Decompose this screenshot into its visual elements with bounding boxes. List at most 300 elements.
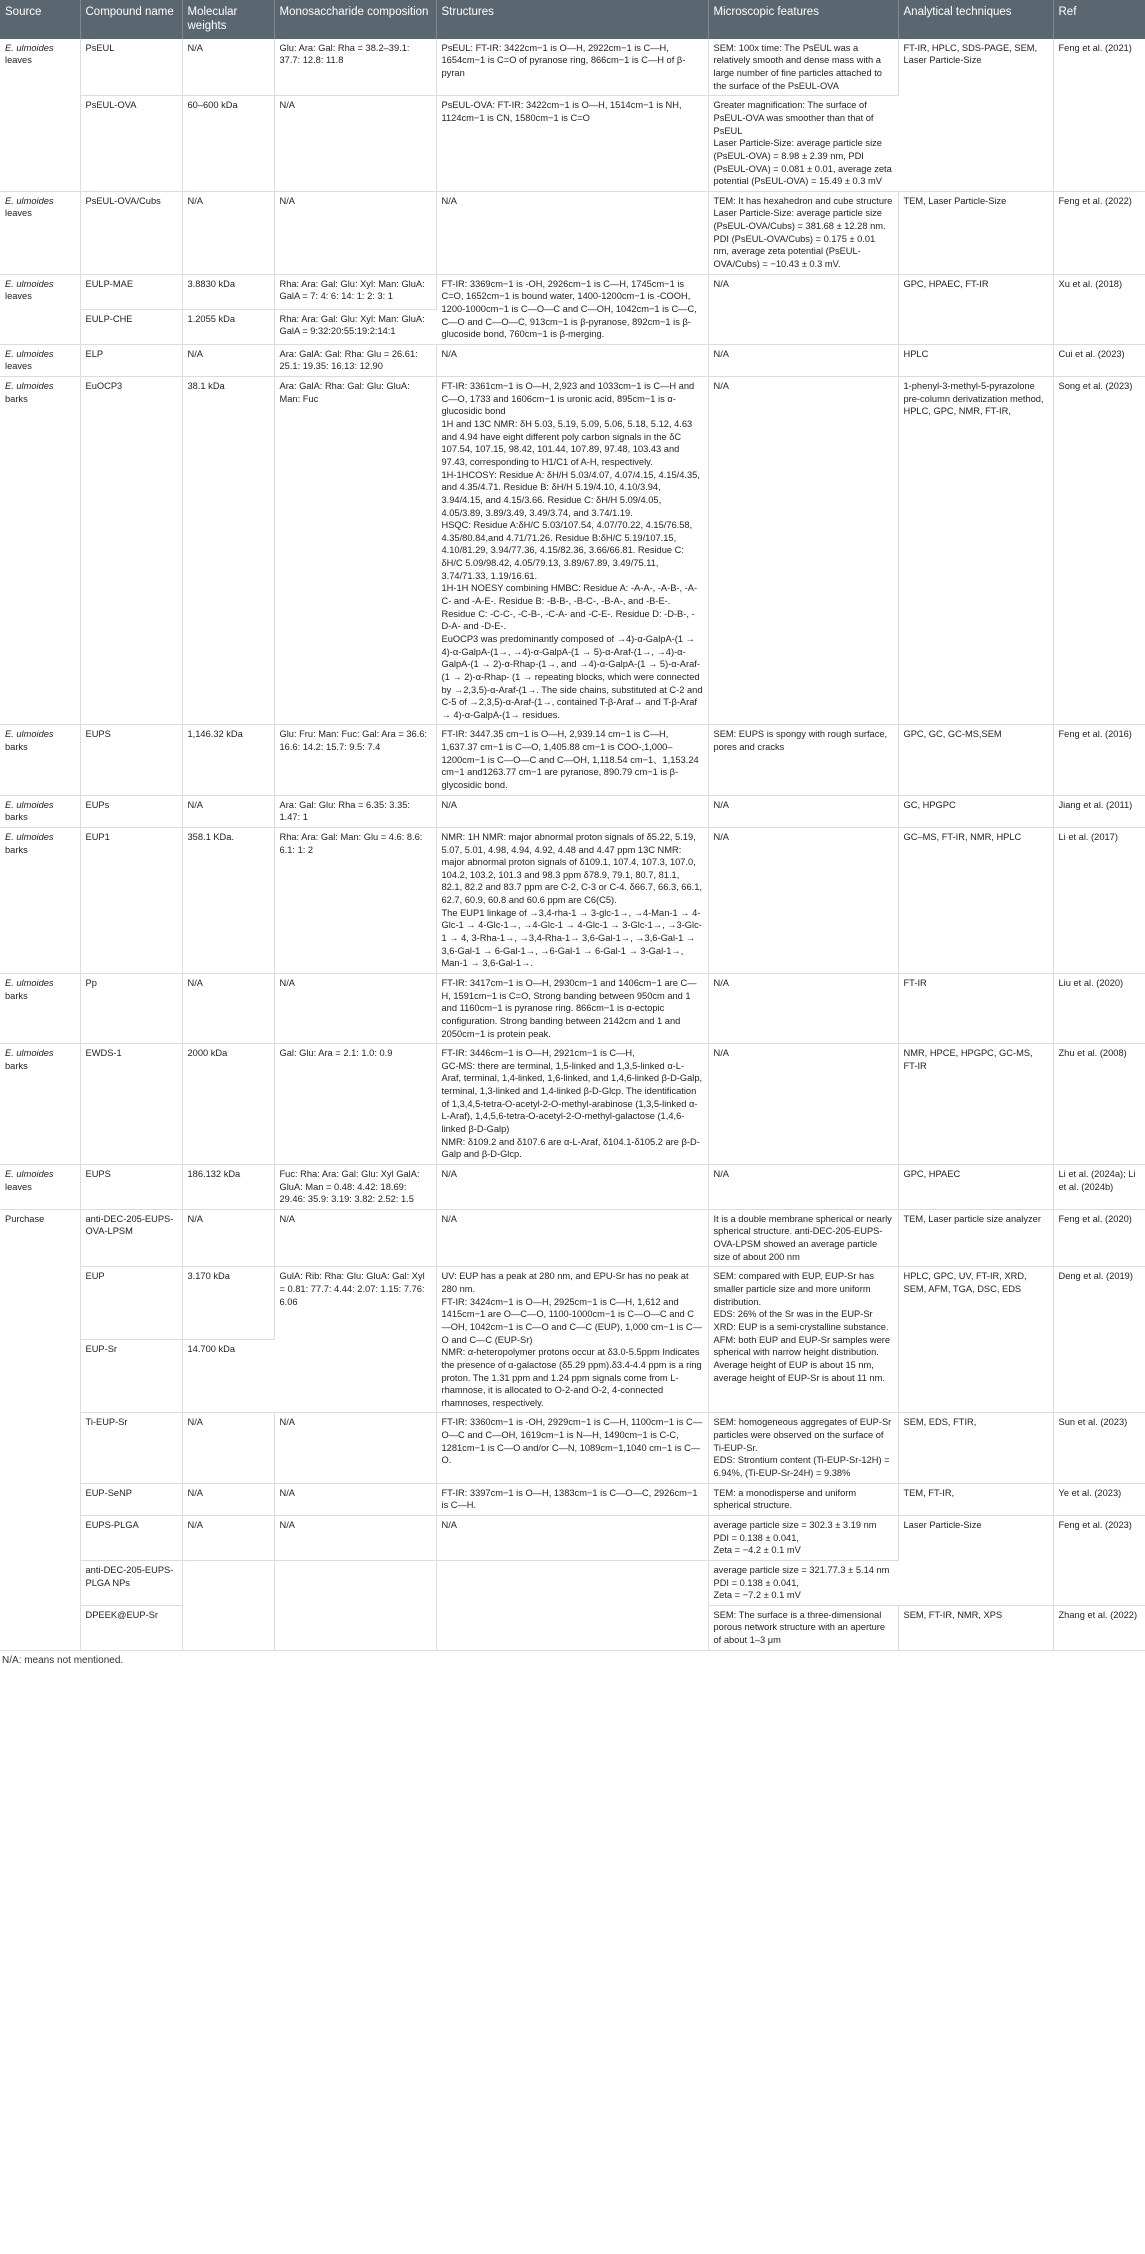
cell-name [80, 1605, 182, 1650]
cell-ref [1053, 1483, 1145, 1515]
cell-text: N/A [187, 799, 203, 810]
table-row [0, 1209, 1145, 1267]
column-header: Compound name [80, 0, 182, 39]
source-part: barks [5, 844, 28, 855]
cell-text: GPC, GC, GC-MS,SEM [903, 729, 1002, 740]
cell-name [80, 827, 182, 973]
cell-text: SEM: The surface is a three-dimensional porous network structure with an aperture of about 1–3 μm [713, 1609, 886, 1646]
source-genus: E. ulmoides [5, 195, 54, 206]
cell-mono [274, 96, 436, 191]
cell-text: average particle size = 302.3 ± 3.19 nm PDI = 0.138 ± 0.041, Zeta = −4.2 ± 0.1 mV [713, 1519, 877, 1556]
cell-micro [708, 1164, 898, 1209]
cell-name [80, 795, 182, 827]
cell-text: FT-IR: 3397cm−1 is O—H, 1383cm−1 is C—O—C, 2926cm−1 is C—H. [441, 1487, 698, 1511]
cell-text: SEM, FT-IR, NMR, XPS [903, 1609, 1003, 1620]
cell-struct [436, 39, 708, 96]
cell-tech [898, 191, 1053, 274]
cell-struct [436, 1209, 708, 1267]
cell-micro [708, 1605, 898, 1650]
source-genus: E. ulmoides [5, 831, 54, 842]
table-row [0, 973, 1145, 1043]
cell-struct [436, 725, 708, 795]
cell-mw [182, 377, 274, 725]
cell-text: N/A [187, 977, 203, 988]
cell-mono [274, 1483, 436, 1515]
cell-text: EUPS-PLGA [85, 1519, 139, 1530]
source-part: leaves [5, 291, 32, 302]
cell-micro [708, 795, 898, 827]
cell-micro [708, 1044, 898, 1165]
cell-text: 1,146.32 kDa [187, 729, 243, 740]
cell-source [0, 344, 80, 376]
table-row [0, 1483, 1145, 1515]
cell-text: EUP-Sr [85, 1344, 118, 1355]
cell-text: HPLC [903, 348, 929, 359]
cell-tech [898, 1164, 1053, 1209]
cell-text: N/A [279, 1487, 295, 1498]
cell-ref [1053, 1605, 1145, 1650]
cell-text: FT-IR: 3417cm−1 is O—H, 2930cm−1 and 1406cm−1 are C—H, 1591cm−1 is C=O, Strong banding between 950cm and 1 and 1160cm−1 is pyranose ring. 866cm−1 is α-ectopic configuration. Strong banding between 2142cm and 1 and 2050cm−1 is protein peak. [441, 977, 697, 1039]
cell-text: NMR, HPCE, HPGPC, GC-MS, FT-IR [903, 1048, 1033, 1071]
cell-tech [898, 1209, 1053, 1267]
source-genus: E. ulmoides [5, 348, 54, 359]
cell-name [80, 725, 182, 795]
cell-text: PsEUL-OVA/Cubs [85, 195, 161, 206]
cell-text: Xu et al. (2018) [1058, 278, 1123, 289]
cell-mw [182, 96, 274, 191]
cell-text: TEM, FT-IR, [903, 1487, 955, 1498]
cell-text: PsEUL [85, 42, 115, 53]
cell-text: NMR: 1H NMR: major abnormal proton signals of δ5.22, 5.19, 5.07, 5.01, 4.98, 4.94, 4.92, 4.48 and 4.47 ppm 13C NMR: major abnormal proton signals of δ109.1, 107.4, 107.3, 107.0, 104.2, 103.2, 101.3 and 98.3 ppm δ78.9, 79.1, 80.7, 81.1, 82.1, 82.2 and 83.7 ppm are C-2, C-3 or C-4. δ66.7, 66.3, 66.1, 62.7, 60.9, 60.8 and 60.6 ppm are C6(C5). The EUP1 linkage of →3,4-rha-1 → 3-glc-1→, →4-Man-1 → 4-Glc-1 → 4-Glc-1→, →4-Glc-1 → 4-Glc-1 → 3-Glc-1→, →3-Glc-1 → 4, 3-Rha-1→, →3,4-Rha-1→ 3,6-Gal-1→, →3,6-Gal-1 → 3,6-Gal-1 → 6-Gal-1→, →6-Gal-1 → 6-Gal-1 → 3-Gal-1→, Man-1 → 3,6-Gal-1→. [441, 831, 702, 969]
cell-text: N/A [187, 348, 203, 359]
table-row [0, 377, 1145, 725]
cell-text: FT-IR: 3360cm−1 is -OH, 2929cm−1 is C—H, 1100cm−1 is C—O—C and C—OH, 1619cm−1 is N—H, 1490cm−1 is C-C, 1281cm−1 is C—O and/or C—N, 1089cm−1,1040 cm−1 is C—O. [441, 1417, 702, 1466]
cell-text: Fuc: Rha: Ara: Gal: Glu: Xyl GalA: GluA: Man = 0.48: 4.42: 18.69: 29.46: 35.9: 3.19: 3.82: 2.52: 1.5 [279, 1168, 420, 1205]
table-row [0, 39, 1145, 96]
cell-text: N/A [713, 831, 729, 842]
cell-text: GPC, HPAEC [903, 1168, 961, 1179]
cell-mono [274, 1560, 436, 1650]
cell-text: Glu: Ara: Gal: Rha = 38.2–39.1: 37.7: 12.8: 11.8 [279, 42, 410, 66]
cell-text: SEM: 100x time: The PsEUL was a relatively smooth and dense mass with a large number of fine particles attached to the surface of the PsEUL-OVA [713, 42, 882, 91]
cell-text: SEM: compared with EUP, EUP-Sr has smaller particle size and more uniform distribution. EDS: 26% of the Sr was in the EUP-Sr XRD: EUP is a semi-crystalline substance. AFM: both EUP and EUP-Sr samples were spherical with narrow height distribution. Average height of EUP is about 15 nm, average height of EUP-Sr is about 11 nm. [713, 1271, 891, 1383]
cell-text: 3.170 kDa [187, 1271, 230, 1282]
cell-text: Greater magnification: The surface of PsEUL-OVA was smoother than that of PsEUL Laser Particle-Size: average particle size (PsEUL-OVA) = 8.98 ± 2.39 nm, PDI (PsEUL-OVA) = 0.081 ± 0.01, average zeta potential (PsEUL-OVA) = 15.49 ± 0.3 mV [713, 100, 892, 187]
cell-mw [182, 309, 274, 344]
cell-text: Feng et al. (2020) [1058, 1213, 1132, 1224]
cell-text: Ye et al. (2023) [1058, 1487, 1122, 1498]
cell-micro [708, 39, 898, 96]
cell-text: 60–600 kDa [187, 100, 238, 111]
cell-mono [274, 309, 436, 344]
cell-name [80, 39, 182, 96]
cell-struct [436, 1560, 708, 1650]
cell-text: GulA: Rib: Rha: Glu: GluA: Gal: Xyl = 0.81: 77.7: 4.44: 2.07: 1.15: 7.76: 6.06 [279, 1271, 425, 1307]
source-part: Purchase [5, 1213, 45, 1224]
cell-text: EUP-SeNP [85, 1487, 132, 1498]
cell-ref [1053, 1164, 1145, 1209]
cell-micro [708, 377, 898, 725]
cell-source [0, 274, 80, 344]
cell-struct [436, 1515, 708, 1560]
source-genus: E. ulmoides [5, 42, 54, 53]
cell-micro [708, 1515, 898, 1560]
cell-text: N/A [713, 799, 729, 810]
cell-text: EUPs [85, 799, 110, 810]
cell-name [80, 973, 182, 1043]
source-part: leaves [5, 55, 32, 66]
cell-source [0, 827, 80, 973]
cell-ref [1053, 1267, 1145, 1413]
cell-micro [708, 725, 898, 795]
cell-mw [182, 191, 274, 274]
cell-text: Li et al. (2024a); Li et al. (2024b) [1058, 1168, 1136, 1192]
cell-tech [898, 973, 1053, 1043]
cell-tech [898, 795, 1053, 827]
cell-source [0, 191, 80, 274]
cell-name [80, 1044, 182, 1165]
cell-mono [274, 1413, 436, 1483]
cell-text: FT-IR: 3361cm−1 is O—H, 2,923 and 1033cm−1 is C—H and C—O, 1733 and 1606cm−1 is uronic acid, 895cm−1 is α-glucosidic bond 1H and 13C NMR: δH 5.03, 5.19, 5.09, 5.06, 5.18, 5.12, 4.63 and 4.94 have eight different poly carbon signals in the δC 107.54, 107.15, 98.42, 101.44, 107.89, 97.48, 103.43 and 97.43, corresponding to H1/C1 of A-H, respectively. 1H-1HCOSY: Residue A: δH/H 5.03/4.07, 4.07/4.15, 4.15/4.35, and 4.35/4.71. Residue B: δH/H 5.19/4.10, 4.10/3.94, 3.94/4.15, and 4.15/3.66. Residue C: δH/H 5.09/4.05, 4.05/3.89, 3.89/3.49, 3.49/3.74, and 3.74/1.19. HSQC: Residue A:δH/C 5.03/107.54, 4.07/70.22, 4.15/76.58, 4.35/80.84,and 4.71/71.26. Residue B:δH/C 5.19/107.15, 4.10/81.29, 3.94/77.36, 4.15/82.36, 3.66/66.81. Residue C: δH/C 5.09/98.42, 4.05/79.13, 3.89/67.89, 3.49/75.11, 3.74/71.33, 1.19/16.61. 1H-1H NOESY combining HMBC: Residue A: -A-A-, -A-B-, -A-C- and -A-E-. Residue B: -B-B-, -B-C-, -B-A-, and -B-E-. Residue C: -C-C-, -C-B-, -C-A- and -C-E-. Residue D: -D-B-, -D-A- and -D-E-. EuOCP3 was predominantly composed of →4)-α-GalpA-(1 → 4)-α-GalpA-(1→, →4)-α-GalpA-(1 → 5)-α-Araf-(1→, →4)-α-GalpA-(1 → 2)-α-Rhap-(1→, and →4)-α-GalpA-(1 → 5)-α-Araf-(1 → 2)-α-Rhap- (1 → repeating blocks, which were connected by →2,3,5)-α-Araf-(1→. The side chains, substituted at C-2 and C-5 of →2,3,5)-α-Araf-(1→, contained T-β-Araf→ and T-β-Araf → 4)-α-GalpA-(1→ residues. [441, 381, 703, 720]
source-part: barks [5, 1060, 28, 1071]
cell-text: Ara: Gal: Glu: Rha = 6.35: 3.35: 1.47: 1 [279, 799, 410, 823]
cell-text: N/A [713, 1168, 729, 1179]
cell-text: Zhang et al. (2022) [1058, 1609, 1138, 1620]
table-row [0, 1267, 1145, 1340]
cell-text: N/A [441, 1213, 457, 1224]
cell-mono [274, 1044, 436, 1165]
cell-struct [436, 274, 708, 344]
cell-mono [274, 973, 436, 1043]
cell-text: N/A [441, 1519, 457, 1530]
cell-mw [182, 795, 274, 827]
cell-mw [182, 725, 274, 795]
source-genus: E. ulmoides [5, 1168, 54, 1179]
cell-text: EULP-CHE [85, 313, 133, 324]
cell-text: 2000 kDa [187, 1048, 228, 1059]
cell-source [0, 1164, 80, 1209]
cell-text: EWDS-1 [85, 1048, 122, 1059]
table-row [0, 827, 1145, 973]
cell-mono [274, 1164, 436, 1209]
table-row [0, 191, 1145, 274]
cell-mono [274, 827, 436, 973]
source-part: leaves [5, 208, 32, 219]
cell-mw [182, 827, 274, 973]
cell-name [80, 1413, 182, 1483]
cell-tech [898, 1605, 1053, 1650]
cell-source [0, 1209, 80, 1650]
cell-text: Ti-EUP-Sr [85, 1417, 128, 1428]
source-genus: E. ulmoides [5, 381, 54, 392]
cell-text: EUPS [85, 1168, 111, 1179]
cell-source [0, 1044, 80, 1165]
cell-text: PsEUL-OVA: FT-IR: 3422cm−1 is O—H, 1514cm−1 is NH, 1124cm−1 is CN, 1580cm−1 is C=O [441, 100, 682, 123]
cell-struct [436, 1044, 708, 1165]
cell-tech [898, 1413, 1053, 1483]
cell-text: EUP [85, 1271, 105, 1282]
table-row [0, 795, 1145, 827]
cell-text: N/A [441, 1168, 457, 1179]
cell-text: N/A [279, 977, 295, 988]
cell-text: Rha: Ara: Gal: Glu: Xyl: Man: GluA: GalA = 9:32:20:55:19:2:14:1 [279, 313, 425, 337]
cell-mw [182, 274, 274, 309]
cell-text: FT-IR: 3446cm−1 is O—H, 2921cm−1 is C—H, GC-MS: there are terminal, 1,5-linked and 1,3,5-linked α-L-Araf, terminal, 1,4-linked, 1,6-linked, and 1,4,6-linked β-D-Galp, terminal, 1,3-linked and 1,4-linked β-D-Glcp. The identification of 1,3,4,5-tetra-O-acetyl-2-O-methyl-arabinose (1,3,5-linked α-L-Araf), 1,4,5,6-tetra-O-acetyl-2-O-methyl-galactose (1,4,6-linked β-D-Galp) NMR: δ109.2 and δ107.6 are α-L-Araf, δ104.1-δ105.2 are β-D-Galp and β-D-Glcp. [441, 1048, 703, 1160]
cell-ref [1053, 39, 1145, 192]
cell-text: 14.700 kDa [187, 1344, 236, 1355]
cell-tech [898, 725, 1053, 795]
cell-struct [436, 1413, 708, 1483]
cell-source [0, 39, 80, 192]
cell-text: FT-IR: 3369cm−1 is -OH, 2926cm−1 is C—H, 1745cm−1 is C=O, 1652cm−1 is bound water, 1400-1200cm−1 is -COOH, 1200-1000cm−1 is C—O—C and C—OH, 1042cm−1 is C—C, C—O and C—O—C, 913cm−1 is β-pyranose, 892cm−1 is β-glucoside bond, 760cm−1 is β-merging. [441, 278, 697, 340]
cell-tech [898, 1515, 1053, 1605]
cell-name [80, 1340, 182, 1413]
cell-text: N/A [713, 348, 729, 359]
cell-mw [182, 973, 274, 1043]
cell-ref [1053, 274, 1145, 344]
cell-text: N/A [187, 195, 203, 206]
column-header: Source [0, 0, 80, 39]
cell-text: N/A [279, 100, 295, 111]
cell-tech [898, 1044, 1053, 1165]
source-part: barks [5, 742, 28, 753]
cell-text: 1-phenyl-3-methyl-5-pyrazolone pre-column derivatization method, HPLC, GPC, NMR, FT-IR, [903, 381, 1044, 417]
source-part: barks [5, 812, 28, 823]
cell-struct [436, 191, 708, 274]
cell-mono [274, 344, 436, 376]
column-header: Microscopic features [708, 0, 898, 39]
cell-mono [274, 1515, 436, 1560]
cell-text: GPC, HPAEC, FT-IR [903, 278, 989, 289]
cell-name [80, 1560, 182, 1605]
cell-micro [708, 827, 898, 973]
table-row [0, 1515, 1145, 1560]
header-row [0, 0, 1145, 39]
cell-text: ELP [85, 348, 104, 359]
cell-micro [708, 1267, 898, 1413]
cell-text: Song et al. (2023) [1058, 381, 1133, 392]
cell-tech [898, 39, 1053, 192]
cell-text: N/A [187, 1417, 203, 1428]
table-body [0, 39, 1145, 1650]
cell-ref [1053, 1515, 1145, 1605]
cell-text: EUPS [85, 729, 111, 740]
table-row [0, 1044, 1145, 1165]
cell-text: N/A [187, 1487, 203, 1498]
cell-text: N/A [279, 1519, 295, 1530]
cell-ref [1053, 827, 1145, 973]
table-row [0, 1413, 1145, 1483]
cell-text: 186.132 kDa [187, 1168, 241, 1179]
cell-text: Feng et al. (2016) [1058, 729, 1132, 740]
cell-struct [436, 1267, 708, 1413]
cell-name [80, 191, 182, 274]
cell-text: Rha: Ara: Gal: Glu: Xyl: Man: GluA: GalA = 7: 4: 6: 14: 1: 2: 3: 1 [279, 278, 425, 302]
cell-mw [182, 1209, 274, 1267]
cell-mw [182, 39, 274, 96]
cell-text: N/A [713, 381, 729, 392]
cell-struct [436, 344, 708, 376]
cell-text: SEM: EUPS is spongy with rough surface, pores and cracks [713, 729, 888, 753]
cell-text: average particle size = 321.77.3 ± 5.14 nm PDI = 0.138 ± 0.041, Zeta = −7.2 ± 0.1 mV [713, 1564, 890, 1601]
column-header: Monosaccharide composition [274, 0, 436, 39]
cell-text: Feng et al. (2023) [1058, 1519, 1132, 1530]
cell-ref [1053, 1413, 1145, 1483]
cell-mw [182, 1267, 274, 1340]
cell-text: EuOCP3 [85, 381, 123, 392]
cell-name [80, 274, 182, 309]
cell-text: Ara: GalA: Rha: Gal: Glu: GluA: Man: Fuc [279, 381, 410, 404]
cell-text: HPLC, GPC, UV, FT-IR, XRD, SEM, AFM, TGA, DSC, EDS [903, 1271, 1027, 1295]
cell-text: Laser Particle-Size [903, 1519, 982, 1530]
cell-name [80, 344, 182, 376]
cell-text: TEM, Laser Particle-Size [903, 195, 1007, 206]
cell-name [80, 1483, 182, 1515]
cell-struct [436, 795, 708, 827]
cell-text: N/A [279, 1417, 295, 1428]
cell-name [80, 1515, 182, 1560]
cell-text: Liu et al. (2020) [1058, 977, 1124, 988]
cell-text: Sun et al. (2023) [1058, 1417, 1128, 1428]
column-header: Analytical techniques [898, 0, 1053, 39]
cell-mono [274, 795, 436, 827]
source-genus: E. ulmoides [5, 278, 54, 289]
cell-micro [708, 1483, 898, 1515]
cell-mw [182, 1044, 274, 1165]
cell-text: SEM: homogeneous aggregates of EUP-Sr particles were observed on the surface of Ti-EUP-Sr. EDS: Strontium content (Ti-EUP-Sr-12H) = 6.94%, (Ti-EUP-Sr-24H) = 9.38% [713, 1417, 892, 1479]
cell-ref [1053, 1044, 1145, 1165]
cell-tech [898, 827, 1053, 973]
cell-text: N/A [441, 348, 457, 359]
cell-tech [898, 377, 1053, 725]
cell-text: Feng et al. (2022) [1058, 195, 1132, 206]
table-row [0, 725, 1145, 795]
cell-text: anti-DEC-205-EUPS-PLGA NPs [85, 1564, 174, 1588]
cell-mono [274, 1267, 436, 1413]
cell-struct [436, 377, 708, 725]
cell-text: Ara: GalA: Gal: Rha: Glu = 26.61: 25.1: 19.35: 16.13: 12.90 [279, 348, 418, 372]
cell-text: TEM: It has hexahedron and cube structure Laser Particle-Size: average particle size (PsEUL-OVA/Cubs) = 381.68 ± 12.28 nm. PDI (PsEUL-OVA/Cubs) = 0.175 ± 0.01 nm, average zeta potential (PsEUL-OVA/Cubs) = −10.43 ± 0.3 mV. [713, 195, 893, 269]
cell-micro [708, 274, 898, 344]
cell-text: Deng et al. (2019) [1058, 1271, 1133, 1282]
table-header [0, 0, 1145, 39]
cell-text: EULP-MAE [85, 278, 134, 289]
cell-text: PsEUL-OVA [85, 100, 137, 111]
cell-text: UV: EUP has a peak at 280 nm, and EPU-Sr has no peak at 280 nm. FT-IR: 3424cm−1 is O—H, 2925cm−1 is C—H, 1,612 and 1415cm−1 are O—C—O, 1100-1000cm−1 is C—O—C and C—OH, 1042cm−1 is C—O and C—C (EUP), 1,000 cm−1 is C—O and C—C (EUP-Sr) NMR: α-heteropolymer protons occur at δ3.0-5.5ppm Indicates the presence of α-galactose (δ5.29 ppm).δ3.4-4.4 ppm is a ring proton. The 1.31 ppm and 1.24 ppm signals come from L-rhamnose, it is allocated to O-2-and O-2, 4-connected rhamnoses, respectively. [441, 1271, 702, 1408]
cell-text: Gal: Glu: Ara = 2.1: 1.0: 0.9 [279, 1048, 393, 1059]
cell-text: Jiang et al. (2011) [1058, 799, 1133, 810]
cell-source [0, 795, 80, 827]
cell-text: Glu: Fru: Man: Fuc: Gal: Ara = 36.6: 16.6: 14.2: 15.7: 9.5: 7.4 [279, 729, 428, 753]
cell-text: N/A [713, 1048, 729, 1059]
cell-text: N/A [713, 977, 729, 988]
cell-text: N/A [441, 195, 457, 206]
cell-ref [1053, 191, 1145, 274]
cell-source [0, 377, 80, 725]
cell-text: TEM: a monodisperse and uniform spherical structure. [713, 1487, 857, 1511]
cell-text: Zhu et al. (2008) [1058, 1048, 1127, 1059]
cell-text: 358.1 KDa. [187, 831, 235, 842]
source-genus: E. ulmoides [5, 799, 54, 810]
cell-text: It is a double membrane spherical or nearly spherical structure. anti-DEC-205-EUPS-OVA-LPSM showed an average particle size of about 200 nm [713, 1213, 892, 1262]
cell-ref [1053, 725, 1145, 795]
cell-text: Rha: Ara: Gal: Man: Glu = 4.6: 8.6: 6.1: 1: 2 [279, 831, 423, 855]
column-header: Structures [436, 0, 708, 39]
cell-name [80, 96, 182, 191]
cell-mw [182, 1483, 274, 1515]
cell-text: N/A [713, 278, 729, 289]
cell-text: 38.1 kDa [187, 381, 225, 392]
cell-mw [182, 1340, 274, 1413]
cell-mono [274, 191, 436, 274]
cell-text: Li et al. (2017) [1058, 831, 1118, 842]
cell-struct [436, 96, 708, 191]
cell-mono [274, 1209, 436, 1267]
cell-name [80, 1267, 182, 1340]
cell-micro [708, 344, 898, 376]
cell-micro [708, 1413, 898, 1483]
cell-ref [1053, 1209, 1145, 1267]
cell-name [80, 377, 182, 725]
source-genus: E. ulmoides [5, 1048, 54, 1059]
cell-text: DPEEK@EUP-Sr [85, 1609, 158, 1620]
cell-mw [182, 1515, 274, 1560]
source-part: leaves [5, 361, 32, 372]
cell-text: PsEUL: FT-IR: 3422cm−1 is O—H, 2922cm−1 is C—H, 1654cm−1 is C=O of pyranose ring, 866cm−1 is C—H of β-pyran [441, 42, 686, 79]
cell-text: 1.2055 kDa [187, 313, 236, 324]
cell-micro [708, 1209, 898, 1267]
cell-struct [436, 973, 708, 1043]
footnote: N/A: means not mentioned. [2, 1654, 124, 1666]
cell-text: N/A [441, 799, 457, 810]
cell-mono [274, 39, 436, 96]
cell-text: 3.8830 kDa [187, 278, 236, 289]
cell-text: N/A [279, 195, 295, 206]
cell-text: FT-IR [903, 977, 927, 988]
cell-text: Cui et al. (2023) [1058, 348, 1125, 359]
cell-text: anti-DEC-205-EUPS-OVA-LPSM [85, 1213, 174, 1237]
cell-mono [274, 274, 436, 309]
cell-micro [708, 191, 898, 274]
table-row [0, 1164, 1145, 1209]
cell-struct [436, 1483, 708, 1515]
cell-ref [1053, 973, 1145, 1043]
cell-text: GC–MS, FT-IR, NMR, HPLC [903, 831, 1022, 842]
cell-text: TEM, Laser particle size analyzer [903, 1213, 1041, 1224]
column-header: Ref [1053, 0, 1145, 39]
cell-mono [274, 377, 436, 725]
cell-micro [708, 1560, 898, 1605]
source-genus: E. ulmoides [5, 729, 54, 740]
column-header: Molecular weights [182, 0, 274, 39]
cell-text: N/A [187, 1519, 203, 1530]
cell-mw [182, 344, 274, 376]
cell-ref [1053, 377, 1145, 725]
cell-text: SEM, EDS, FTIR, [903, 1417, 977, 1428]
cell-text: FT-IR: 3447.35 cm−1 is O—H, 2,939.14 cm−1 is C—H, 1,637.37 cm−1 is C—O, 1,405.88 cm−1 is COO-,1,000–1200cm−1 is C—O—C and C—OH, 1,118.54 cm−1、1,153.24 cm−1 and1263.77 cm−1 are pyranose, 890.79 cm−1 is β-glycosidic bond. [441, 729, 699, 790]
cell-tech [898, 1267, 1053, 1413]
table-row [0, 274, 1145, 309]
cell-tech [898, 344, 1053, 376]
cell-text: FT-IR, HPLC, SDS-PAGE, SEM, Laser Particle-Size [903, 42, 1038, 66]
source-part: barks [5, 990, 28, 1001]
cell-text: GC, HPGPC [903, 799, 956, 810]
cell-source [0, 725, 80, 795]
cell-text: N/A [187, 42, 203, 53]
cell-name [80, 1164, 182, 1209]
cell-mw [182, 1413, 274, 1483]
cell-struct [436, 1164, 708, 1209]
